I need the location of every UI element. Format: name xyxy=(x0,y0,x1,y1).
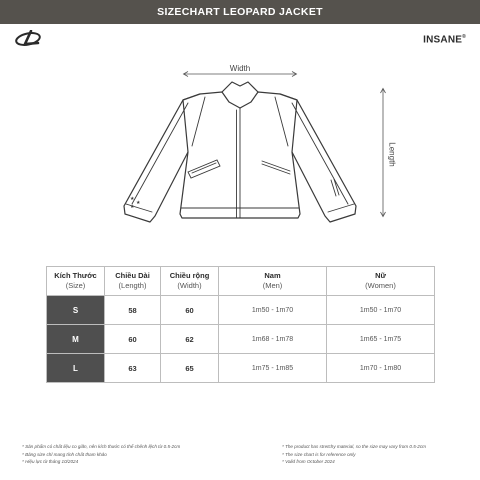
note-line: * Bảng size chỉ mang tính chất tham khảo xyxy=(22,451,107,457)
size-cell: S xyxy=(47,296,105,325)
length-cell: 58 xyxy=(105,296,161,325)
size-table xyxy=(46,266,435,383)
notes-english xyxy=(282,443,426,466)
men-height-cell: 1m50 - 1m70 xyxy=(219,296,327,325)
svg-text:★: ★ xyxy=(136,200,141,206)
brand-name: INSANE® xyxy=(423,34,466,46)
table-row xyxy=(47,325,435,354)
width-cell: 62 xyxy=(161,325,219,354)
col-header-men: Nam (Men) xyxy=(219,267,327,296)
size-cell: M xyxy=(47,325,105,354)
svg-text:★: ★ xyxy=(130,204,135,210)
table-header-row xyxy=(47,267,435,296)
women-height-cell: 1m70 - 1m80 xyxy=(327,354,435,383)
page-title: SIZECHART LEOPARD JACKET xyxy=(157,6,323,18)
note-line: * Sản phẩm có chất liệu co giãn, nên kích thước có thể chênh lệch từ 0.5-2cm xyxy=(22,444,181,449)
title-banner xyxy=(0,0,480,24)
col-header-size: Kích Thước (Size) xyxy=(47,267,105,296)
col-header-width: Chiều rộng (Width) xyxy=(161,267,219,296)
table-row xyxy=(47,354,435,383)
length-label: Length xyxy=(387,142,397,167)
col-header-length: Chiều Dài (Length) xyxy=(105,267,161,296)
men-height-cell: 1m68 - 1m78 xyxy=(219,325,327,354)
length-cell: 60 xyxy=(105,325,161,354)
jacket-illustration xyxy=(0,56,480,236)
svg-text:★: ★ xyxy=(130,196,135,202)
note-line: * The size chart is for reference only xyxy=(282,451,356,457)
men-height-cell: 1m75 - 1m85 xyxy=(219,354,327,383)
women-height-cell: 1m50 - 1m70 xyxy=(327,296,435,325)
length-cell: 63 xyxy=(105,354,161,383)
width-label: Width xyxy=(229,64,251,73)
size-cell: L xyxy=(47,354,105,383)
table-row xyxy=(47,296,435,325)
width-cell: 60 xyxy=(161,296,219,325)
col-header-women: Nữ (Women) xyxy=(327,267,435,296)
note-line: * Hiệu lực từ tháng 10/2024 xyxy=(22,459,79,465)
length-arrow xyxy=(381,89,386,217)
note-line: * The product has stretchy material, so the size may vary from 0.5-2cm xyxy=(282,444,426,449)
note-line: * Valid from October 2024 xyxy=(282,459,335,465)
women-height-cell: 1m65 - 1m75 xyxy=(327,325,435,354)
brand-logo-icon xyxy=(14,30,44,48)
notes-vietnamese xyxy=(22,443,180,466)
width-cell: 65 xyxy=(161,354,219,383)
